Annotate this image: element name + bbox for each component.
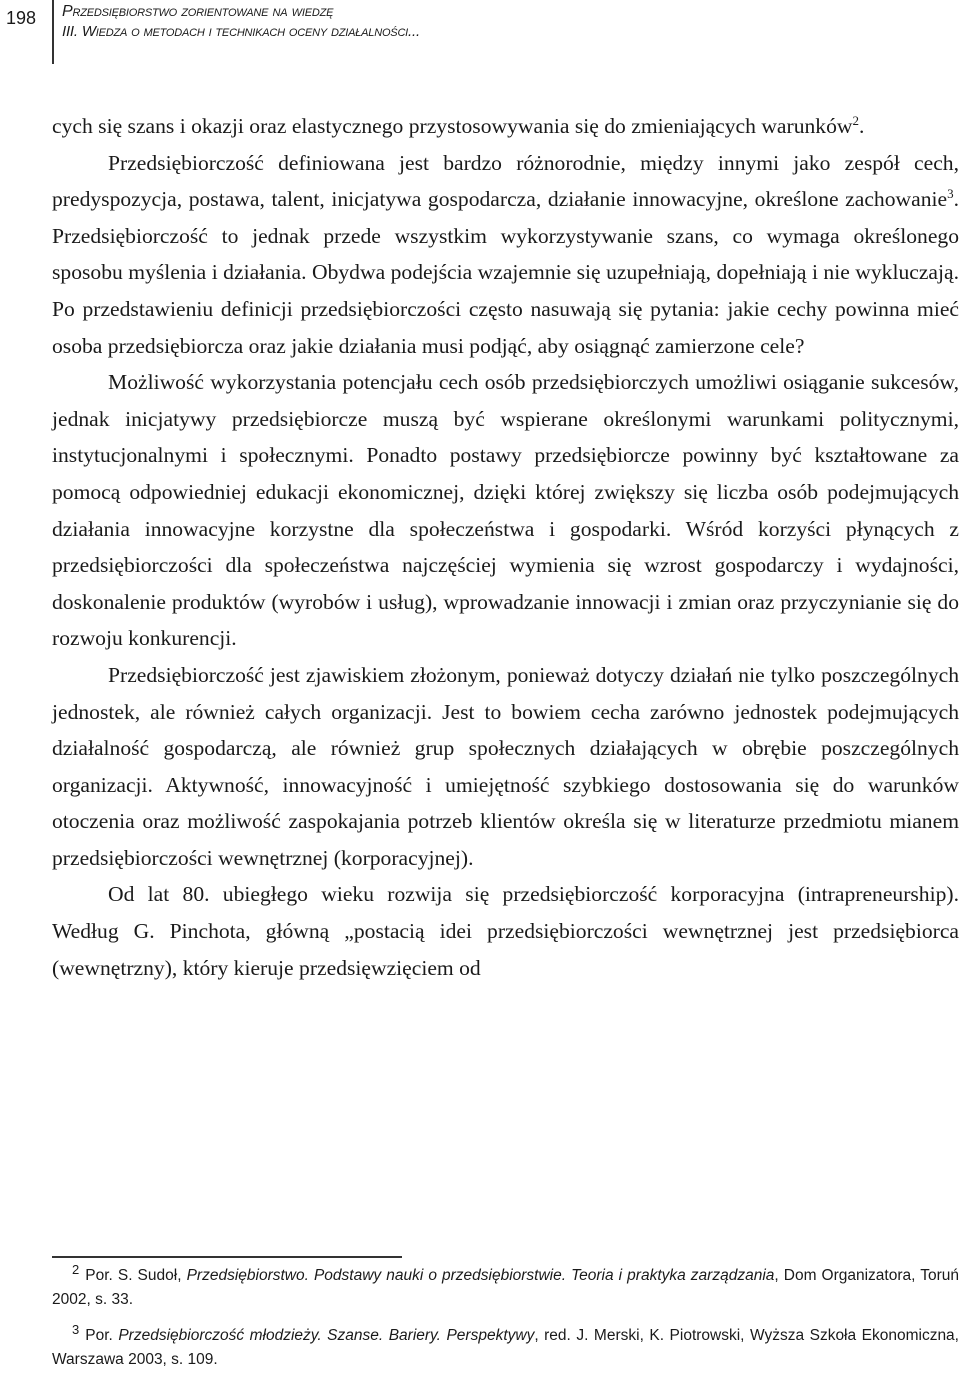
paragraph-2: Przedsiębiorczość definiowana jest bardzo różnorodnie, między innymi jako zespół cech, predyspozycja, postawa, talent, inicjatywa gospodarcza, działanie innowacyjne, określone zachowanie$^3$. Przedsiębiorczość to jednak przede wszystkim wykorzystywanie szans, co wymaga określonego sposobu myślenia i działania. Obydwa podejścia wzajemnie się uzupełniają, dopełniają i nie wykluczają. Po przedstawieniu definicji przedsiębiorczości często nasuwają się pytania: jakie cechy powinna mieć osoba przedsiębiorcza oraz jakie działania musi podjąć, aby osiągnąć zamierzone cele? bbox=[52, 150, 959, 358]
running-title bbox=[62, 2, 420, 42]
footnote-3: $^3$ Por. Przedsiębiorczość młodzieży. Szanse. Bariery. Perspektywy, red. J. Merski, K. Piotrowski, Wyższa Szkoła Ekonomiczna, Warszawa 2003, s. 109. bbox=[52, 1321, 959, 1368]
footnote-2: $^2$ Por. S. Sudoł, Przedsiębiorstwo. Podstawy nauki o przedsiębiorstwie. Teoria i praktyka zarządzania, Dom Organizatora, Toruń 2002, s. 33. bbox=[52, 1261, 959, 1308]
footnote-ref-3[interactable]: 3 bbox=[947, 186, 954, 201]
main-text bbox=[52, 108, 959, 986]
footnote-divider bbox=[52, 1256, 402, 1258]
running-title-line2: III. Wiedza o metodach i technikach oceny działalności... bbox=[62, 23, 420, 40]
paragraph-4: Przedsiębiorczość jest zjawiskiem złożonym, ponieważ dotyczy działań nie tylko poszczególnych jednostek, ale również całych organizacji. Jest to bowiem cecha zarówno jednostek podejmujących działalność gospodarczą, ale również grup społecznych działających w obrębie poszczególnych organizacji. Aktywność, innowacyjność i umiejętność szybkiego dostosowania się do warunków otoczenia oraz możliwość zaspokajania potrzeb klientów określa się w literaturze przedmiotu mianem przedsiębiorczości wewnętrznej (korporacyjnej). bbox=[52, 662, 959, 870]
paragraph-5: Od lat 80. ubiegłego wieku rozwija się przedsiębiorczość korporacyjna (intrapreneurship). Według G. Pinchota, główną „postacią idei przedsiębiorczości wewnętrznej jest przedsiębiorca (wewnętrzny), który kieruje przedsięwzięciem od bbox=[52, 882, 959, 980]
paragraph-1: cych się szans i okazji oraz elastycznego przystosowywania się do zmieniających warunków$^2$. bbox=[52, 112, 865, 138]
header-divider bbox=[52, 0, 54, 64]
footnote-ref-2[interactable]: 2 bbox=[852, 112, 859, 128]
paragraph-3: Możliwość wykorzystania potencjału cech osób przedsiębiorczych umożliwi osiąganie sukcesów, jednak inicjatywy przedsiębiorcze muszą być wspierane określonymi warunkami politycznymi, instytucjonalnymi i społecznymi. Ponadto postawy przedsiębiorcze powinny być kształtowane za pomocą odpowiedniej edukacji ekonomicznej, dzięki której zwiększy się liczba osób podejmujących działania innowacyjne korzystne dla społeczeństwa i gospodarki. Wśród korzyści płynących z przedsiębiorczości dla społeczeństwa najczęściej wymienia się wzrost gospodarczy i wydajności, doskonalenie produktów (wyrobów i usług), wprowadzanie innowacji i zmian oraz przyczynianie się do rozwoju konkurencji. bbox=[52, 370, 959, 651]
page-header bbox=[0, 0, 960, 64]
footnotes bbox=[52, 1261, 959, 1384]
page-number: 198 bbox=[6, 8, 37, 28]
running-title-line1: Przedsiębiorstwo zorientowane na wiedzę bbox=[62, 3, 334, 20]
